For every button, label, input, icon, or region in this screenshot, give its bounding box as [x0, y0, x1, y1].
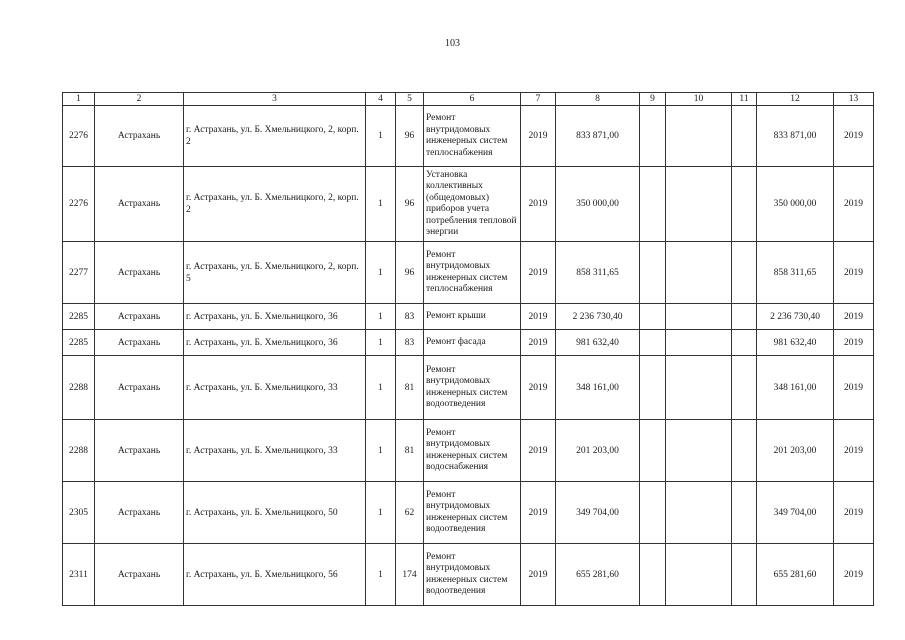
- col10-cell: [666, 304, 732, 330]
- year-cell: 2019: [521, 330, 556, 356]
- address-cell: г. Астрахань, ул. Б. Хмельницкого, 50: [184, 482, 366, 544]
- year-end-cell: 2019: [834, 242, 874, 304]
- address-cell: г. Астрахань, ул. Б. Хмельницкого, 2, корп. 2: [184, 167, 366, 242]
- row-number-cell: 2285: [63, 330, 95, 356]
- work-type-cell: Ремонт внутридомовых инженерных систем водоснабжения: [424, 420, 521, 482]
- cost-cell: 201 203,00: [556, 420, 640, 482]
- address-cell: г. Астрахань, ул. Б. Хмельницкого, 36: [184, 330, 366, 356]
- cost-cell: 858 311,65: [556, 242, 640, 304]
- col9-cell: [640, 167, 666, 242]
- col11-cell: [732, 356, 757, 420]
- row-number-cell: 2276: [63, 167, 95, 242]
- column-header: 12: [757, 93, 834, 106]
- row-number-cell: 2276: [63, 106, 95, 167]
- col11-cell: [732, 420, 757, 482]
- col5-cell: 81: [396, 420, 424, 482]
- year-cell: 2019: [521, 544, 556, 606]
- row-number-cell: 2311: [63, 544, 95, 606]
- cost-cell: 981 632,40: [556, 330, 640, 356]
- city-cell: Астрахань: [95, 420, 184, 482]
- col9-cell: [640, 356, 666, 420]
- column-header: 10: [666, 93, 732, 106]
- address-cell: г. Астрахань, ул. Б. Хмельницкого, 33: [184, 356, 366, 420]
- col5-cell: 83: [396, 304, 424, 330]
- col10-cell: [666, 356, 732, 420]
- year-cell: 2019: [521, 304, 556, 330]
- cost-regional-cell: 2 236 730,40: [757, 304, 834, 330]
- table-row: [63, 242, 874, 304]
- city-cell: Астрахань: [95, 356, 184, 420]
- year-end-cell: 2019: [834, 356, 874, 420]
- cost-regional-cell: 201 203,00: [757, 420, 834, 482]
- cost-regional-cell: 655 281,60: [757, 544, 834, 606]
- cost-cell: 348 161,00: [556, 356, 640, 420]
- col11-cell: [732, 330, 757, 356]
- column-header: 11: [732, 93, 757, 106]
- col4-cell: 1: [366, 242, 396, 304]
- cost-cell: 833 871,00: [556, 106, 640, 167]
- col9-cell: [640, 106, 666, 167]
- row-number-cell: 2277: [63, 242, 95, 304]
- col4-cell: 1: [366, 356, 396, 420]
- work-type-cell: Ремонт внутридомовых инженерных систем водоотведения: [424, 544, 521, 606]
- column-header: 4: [366, 93, 396, 106]
- city-cell: Астрахань: [95, 330, 184, 356]
- address-cell: г. Астрахань, ул. Б. Хмельницкого, 56: [184, 544, 366, 606]
- col10-cell: [666, 242, 732, 304]
- column-header: 2: [95, 93, 184, 106]
- city-cell: Астрахань: [95, 167, 184, 242]
- year-end-cell: 2019: [834, 330, 874, 356]
- city-cell: Астрахань: [95, 106, 184, 167]
- work-type-cell: Ремонт крыши: [424, 304, 521, 330]
- year-cell: 2019: [521, 242, 556, 304]
- address-cell: г. Астрахань, ул. Б. Хмельницкого, 2, корп. 5: [184, 242, 366, 304]
- column-header: 5: [396, 93, 424, 106]
- table-row: [63, 420, 874, 482]
- col5-cell: 96: [396, 167, 424, 242]
- column-header: 7: [521, 93, 556, 106]
- city-cell: Астрахань: [95, 242, 184, 304]
- work-type-cell: Ремонт внутридомовых инженерных систем водоотведения: [424, 482, 521, 544]
- row-number-cell: 2288: [63, 420, 95, 482]
- col5-cell: 174: [396, 544, 424, 606]
- program-table: [62, 92, 874, 606]
- col10-cell: [666, 106, 732, 167]
- address-cell: г. Астрахань, ул. Б. Хмельницкого, 33: [184, 420, 366, 482]
- header-row: [63, 93, 874, 106]
- col9-cell: [640, 544, 666, 606]
- cost-cell: 349 704,00: [556, 482, 640, 544]
- cost-regional-cell: 981 632,40: [757, 330, 834, 356]
- work-type-cell: Ремонт внутридомовых инженерных систем теплоснабжения: [424, 242, 521, 304]
- column-header: 6: [424, 93, 521, 106]
- col5-cell: 81: [396, 356, 424, 420]
- work-type-cell: Ремонт внутридомовых инженерных систем водоотведения: [424, 356, 521, 420]
- table-row: [63, 106, 874, 167]
- cost-regional-cell: 858 311,65: [757, 242, 834, 304]
- col11-cell: [732, 167, 757, 242]
- cost-cell: 655 281,60: [556, 544, 640, 606]
- col10-cell: [666, 330, 732, 356]
- year-end-cell: 2019: [834, 304, 874, 330]
- col10-cell: [666, 482, 732, 544]
- col5-cell: 96: [396, 242, 424, 304]
- city-cell: Астрахань: [95, 304, 184, 330]
- cost-regional-cell: 350 000,00: [757, 167, 834, 242]
- cost-cell: 2 236 730,40: [556, 304, 640, 330]
- work-type-cell: Установка коллективных (общедомовых) приборов учета потребления тепловой энергии: [424, 167, 521, 242]
- year-cell: 2019: [521, 356, 556, 420]
- col11-cell: [732, 544, 757, 606]
- table-row: [63, 482, 874, 544]
- table-row: [63, 167, 874, 242]
- col9-cell: [640, 304, 666, 330]
- col10-cell: [666, 544, 732, 606]
- column-header: 8: [556, 93, 640, 106]
- page-number: 103: [445, 38, 460, 49]
- address-cell: г. Астрахань, ул. Б. Хмельницкого, 2, корп. 2: [184, 106, 366, 167]
- year-cell: 2019: [521, 167, 556, 242]
- address-cell: г. Астрахань, ул. Б. Хмельницкого, 36: [184, 304, 366, 330]
- col4-cell: 1: [366, 420, 396, 482]
- year-cell: 2019: [521, 106, 556, 167]
- city-cell: Астрахань: [95, 544, 184, 606]
- col4-cell: 1: [366, 167, 396, 242]
- col5-cell: 96: [396, 106, 424, 167]
- column-header: 13: [834, 93, 874, 106]
- col4-cell: 1: [366, 482, 396, 544]
- year-end-cell: 2019: [834, 482, 874, 544]
- col5-cell: 62: [396, 482, 424, 544]
- year-end-cell: 2019: [834, 106, 874, 167]
- city-cell: Астрахань: [95, 482, 184, 544]
- col4-cell: 1: [366, 544, 396, 606]
- col5-cell: 83: [396, 330, 424, 356]
- year-cell: 2019: [521, 420, 556, 482]
- cost-regional-cell: 349 704,00: [757, 482, 834, 544]
- col4-cell: 1: [366, 106, 396, 167]
- col9-cell: [640, 242, 666, 304]
- year-end-cell: 2019: [834, 544, 874, 606]
- table-row: [63, 304, 874, 330]
- col11-cell: [732, 106, 757, 167]
- column-header: 9: [640, 93, 666, 106]
- cost-cell: 350 000,00: [556, 167, 640, 242]
- col11-cell: [732, 482, 757, 544]
- col11-cell: [732, 304, 757, 330]
- col4-cell: 1: [366, 330, 396, 356]
- table-row: [63, 544, 874, 606]
- row-number-cell: 2305: [63, 482, 95, 544]
- row-number-cell: 2288: [63, 356, 95, 420]
- col9-cell: [640, 420, 666, 482]
- col9-cell: [640, 482, 666, 544]
- col9-cell: [640, 330, 666, 356]
- year-end-cell: 2019: [834, 420, 874, 482]
- cost-regional-cell: 348 161,00: [757, 356, 834, 420]
- col11-cell: [732, 242, 757, 304]
- table-body: [63, 106, 874, 606]
- column-header: 3: [184, 93, 366, 106]
- col4-cell: 1: [366, 304, 396, 330]
- column-header: 1: [63, 93, 95, 106]
- col10-cell: [666, 167, 732, 242]
- table-row: [63, 330, 874, 356]
- work-type-cell: Ремонт внутридомовых инженерных систем теплоснабжения: [424, 106, 521, 167]
- table-row: [63, 356, 874, 420]
- row-number-cell: 2285: [63, 304, 95, 330]
- work-type-cell: Ремонт фасада: [424, 330, 521, 356]
- year-cell: 2019: [521, 482, 556, 544]
- year-end-cell: 2019: [834, 167, 874, 242]
- col10-cell: [666, 420, 732, 482]
- cost-regional-cell: 833 871,00: [757, 106, 834, 167]
